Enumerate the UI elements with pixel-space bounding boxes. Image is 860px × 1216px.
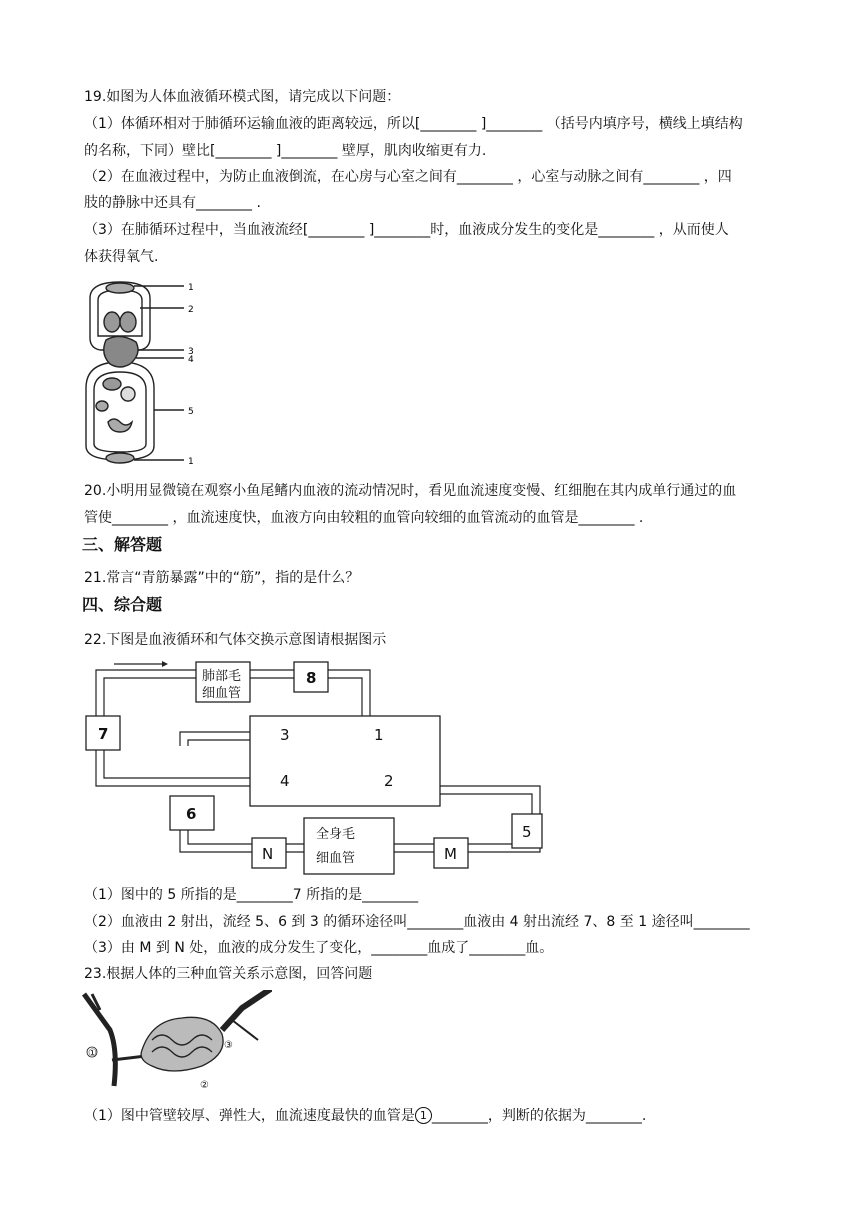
blood-vessel-figure (82, 990, 272, 1090)
diagram-label-4: 4 (280, 772, 290, 790)
diagram-label-3: 3 (280, 726, 290, 744)
q20-line2: 管使________ ，血流速度快，血液方向由较粗的血管向较细的血管流动的血管是________ . (84, 510, 644, 526)
section-3-heading: 三、解答题 (82, 535, 163, 554)
q23-title: 23.根据人体的三种血管关系示意图，回答问题 (84, 966, 373, 982)
heart (104, 336, 138, 367)
q23-part1-circle-number: 1 (415, 1107, 432, 1124)
q19-part2-line1: （2）在血液过程中，为防止血液倒流，在心房与心室之间有________ ，心室与动脉之间有________ ，四 (84, 169, 732, 185)
diagram-label-7: 7 (98, 725, 109, 743)
lower-loop (86, 362, 154, 460)
diagram-label-8: 8 (306, 669, 317, 687)
body-capillary-label-1: 全身毛 (316, 827, 356, 842)
q21-text: 21.常言“青筋暴露”中的“筋”，指的是什么？ (84, 570, 360, 586)
body-capillary-label-2: 细血管 (316, 851, 356, 866)
vessel-label-2: ② (200, 1080, 209, 1090)
label-5: 5 (188, 407, 194, 417)
q22-title: 22.下图是血液循环和气体交换示意图请根据图示 (84, 632, 387, 648)
label-1-bottom: 1 (188, 457, 194, 467)
q22-part2: （2）血液由 2 射出，流经 5、6 到 3 的循环途径叫________血液由 4 射出流经 7、8 至 1 途径叫________ (84, 914, 750, 930)
q19-part3-line2: 体获得氧气. (84, 249, 159, 265)
vessel-label-1: ① (88, 1048, 97, 1059)
q23-part1 (84, 1106, 646, 1126)
label-3: 3 (188, 347, 194, 357)
label-4: 4 (188, 355, 194, 365)
label-2: 2 (188, 305, 194, 315)
q20-line1: 20.小明用显微镜在观察小鱼尾鳍内血液的流动情况时，看见血流速度变慢、红细胞在其内成单行通过的血 (84, 483, 737, 499)
diagram-label-2: 2 (384, 772, 394, 790)
diagram-label-1: 1 (374, 726, 384, 744)
circulation-exchange-diagram (84, 656, 554, 878)
diagram-label-N: N (262, 845, 274, 863)
q19-title: 19.如图为人体血液循环模式图，请完成以下问题： (84, 89, 401, 105)
q19-part1-line2: 的名称，下同）壁比[________ ]________ 壁厚，肌肉收缩更有力. (84, 143, 487, 159)
q19-part3-line1: （3）在肺循环过程中，当血液流经[________ ]________时，血液成分发生的变化是________ ，从而使人 (84, 222, 729, 238)
q23-part1-after: ________，判断的依据为________. (431, 1108, 647, 1124)
diagram-label-6: 6 (186, 805, 197, 823)
vessel-label-3: ③ (224, 1040, 233, 1051)
diagram-label-M: M (444, 845, 457, 863)
lung-capillary-label-1: 肺部毛 (202, 669, 242, 684)
diagram-label-5: 5 (522, 823, 532, 841)
q19-part1-line1: （1）体循环相对于肺循环运输血液的距离较远，所以[________ ]________ （括号内填序号，横线上填结构 (84, 116, 743, 132)
label-1-top: 1 (188, 283, 194, 293)
q22-part1: （1）图中的 5 所指的是________7 所指的是________ (84, 887, 419, 903)
q19-part2-line2: 肢的静脉中还具有________ . (84, 195, 261, 211)
heart-box (250, 716, 440, 806)
lung-capillary-label-2: 细血管 (202, 686, 242, 701)
q22-part3: （3）由 M 到 N 处，血液的成分发生了变化，________血成了________血。 (84, 940, 554, 956)
q23-part1-before: （1）图中管壁较厚、弹性大，血流速度最快的血管是 (84, 1108, 415, 1124)
circulation-model-figure (80, 278, 210, 470)
section-4-heading: 四、综合题 (82, 595, 163, 614)
